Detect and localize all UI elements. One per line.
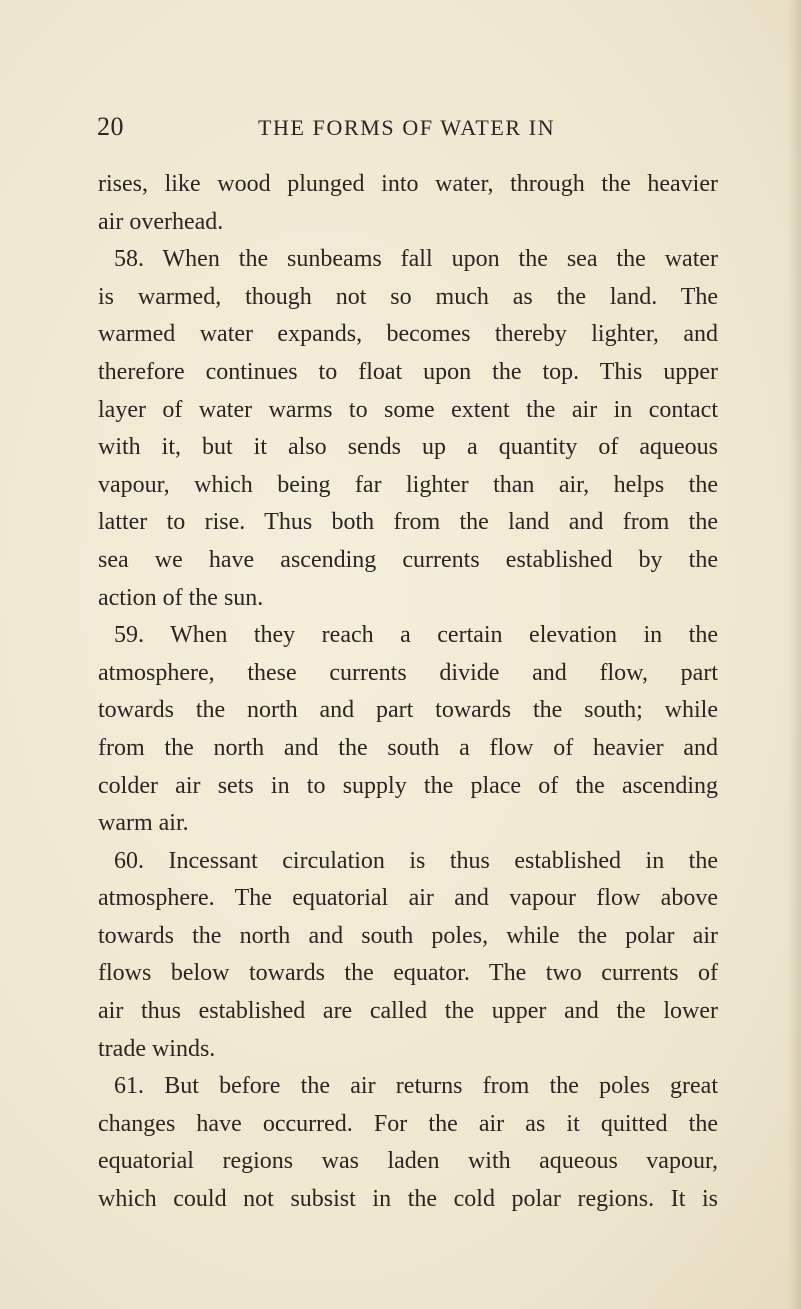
text-line: with it, but it also sends up a quantity of aqueous	[98, 434, 718, 461]
text-line: action of the sun.	[98, 584, 264, 611]
text-line: flows below towards the equator. The two currents of	[98, 960, 718, 987]
text-line: warmed water expands, becomes thereby lighter, and	[98, 321, 718, 348]
text-line: equatorial regions was laden with aqueous vapour,	[98, 1148, 718, 1175]
text-line: which could not subsist in the cold polar regions. It is	[98, 1186, 718, 1213]
page-header	[0, 112, 801, 152]
text-line: air thus established are called the upper and the lower	[98, 998, 718, 1025]
text-line: from the north and the south a flow of heavier and	[98, 734, 718, 761]
text-line: towards the north and south poles, while the polar air	[98, 922, 718, 949]
page-edge-shadow	[787, 0, 801, 1309]
text-line: warm air.	[98, 810, 189, 837]
page-number: 20	[97, 112, 124, 141]
paragraph-58-start: 58. When the sunbeams fall upon the sea the water	[114, 246, 718, 273]
text-line: vapour, which being far lighter than air, helps the	[98, 471, 718, 498]
running-head: THE FORMS OF WATER IN	[258, 115, 556, 140]
text-line: atmosphere. The equatorial air and vapour flow above	[98, 885, 718, 912]
text-line: latter to rise. Thus both from the land and from the	[98, 509, 718, 536]
paragraph-59-start: 59. When they reach a certain elevation in the	[114, 622, 718, 649]
paragraph-60-start: 60. Incessant circulation is thus established in the	[114, 847, 718, 874]
text-line: air overhead.	[98, 208, 224, 235]
text-line: therefore continues to float upon the top. This upper	[98, 358, 718, 385]
text-line: towards the north and part towards the south; while	[98, 697, 718, 724]
text-line: rises, like wood plunged into water, through the heavier	[98, 171, 718, 197]
body-text	[98, 166, 718, 1219]
text-line: sea we have ascending currents established by the	[98, 546, 718, 573]
text-line: atmosphere, these currents divide and flow, part	[98, 659, 718, 686]
text-line: changes have occurred. For the air as it quitted the	[98, 1110, 718, 1137]
text-line: is warmed, though not so much as the land. The	[98, 283, 718, 310]
text-line: layer of water warms to some extent the air in contact	[98, 396, 718, 423]
paragraph-61-start: 61. But before the air returns from the poles great	[114, 1073, 718, 1100]
text-line: trade winds.	[98, 1035, 216, 1062]
text-line: colder air sets in to supply the place of the ascending	[98, 772, 718, 799]
